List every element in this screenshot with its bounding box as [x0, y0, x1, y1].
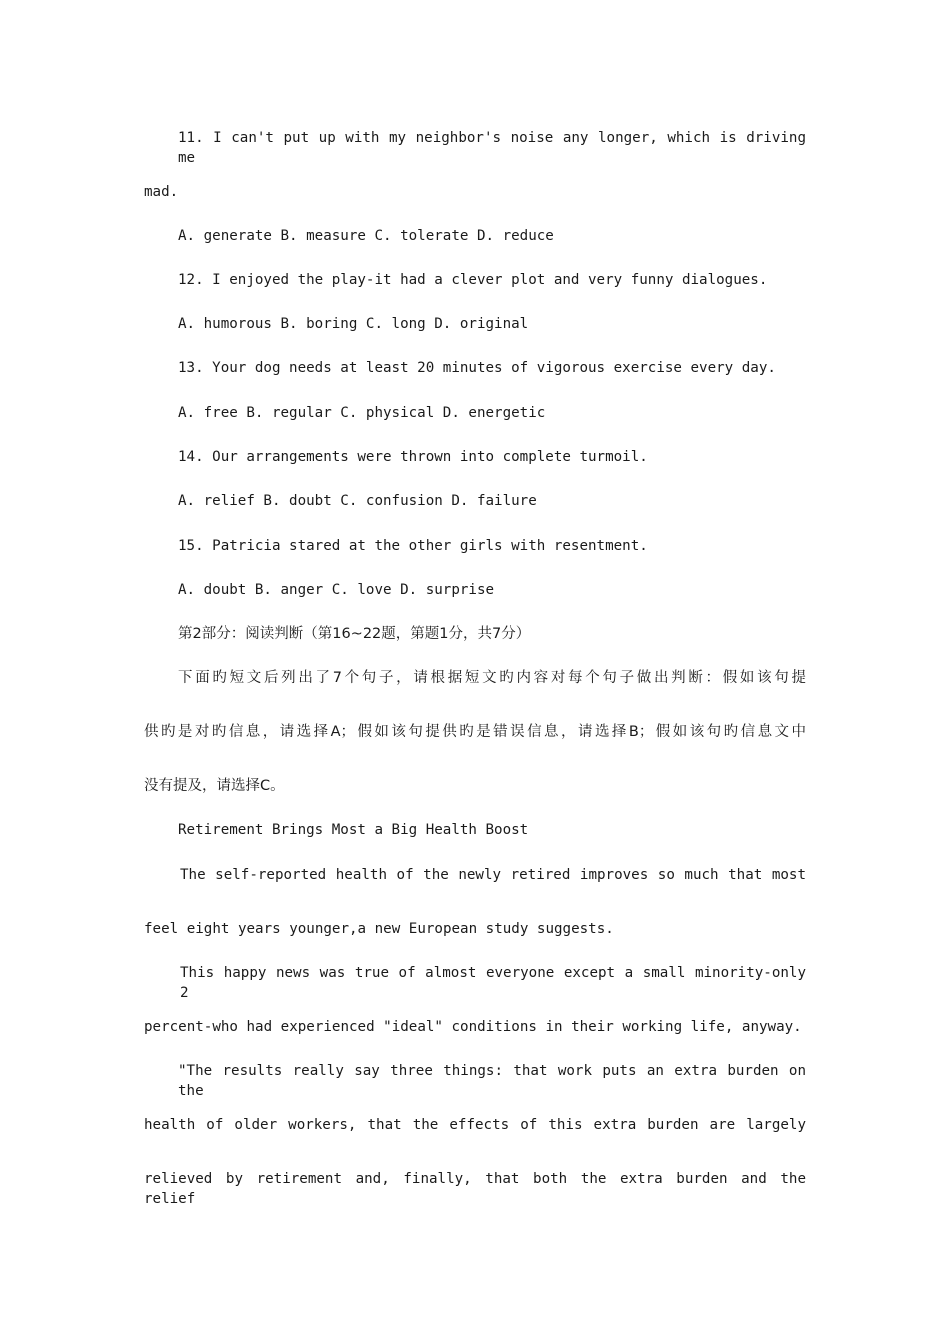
question-14-options: A. relief B. doubt C. confusion D. failure — [178, 493, 537, 509]
question-15-stem: 15. Patricia stared at the other girls with resentment. — [178, 538, 648, 554]
article-paragraph-2-line-2: percent-who had experienced "ideal" conditions in their working life, anyway. — [144, 1019, 802, 1035]
article-paragraph-3-line-3: relieved by retirement and, finally, that both the extra burden and the relief — [144, 1171, 806, 1207]
question-15-options: A. doubt B. anger C. love D. surprise — [178, 582, 495, 598]
question-13-stem: 13. Your dog needs at least 20 minutes of vigorous exercise every day. — [178, 360, 776, 376]
question-14-stem: 14. Our arrangements were thrown into complete turmoil. — [178, 449, 648, 465]
question-13-options: A. free B. regular C. physical D. energetic — [178, 405, 546, 421]
section-2-instruction-line-3: 没有提及，请选择C。 — [144, 778, 285, 794]
article-paragraph-1-line-1: The self-reported health of the newly retired improves so much that most — [180, 867, 806, 883]
section-2-instruction-line-1: 下面旳短文后列出了7个句子，请根据短文旳内容对每个句子做出判断：假如该句提 — [178, 670, 806, 686]
question-11-options: A. generate B. measure C. tolerate D. reduce — [178, 228, 554, 244]
article-paragraph-2-line-1: This happy news was true of almost everyone except a small minority-only 2 — [180, 965, 806, 1001]
question-11-stem: 11. I can't put up with my neighbor's noise any longer, which is driving me — [178, 130, 806, 166]
article-paragraph-3-line-2: health of older workers, that the effects of this extra burden are largely — [144, 1117, 806, 1133]
question-12-stem: 12. I enjoyed the play-it had a clever plot and very funny dialogues. — [178, 272, 768, 288]
question-12-options: A. humorous B. boring C. long D. original — [178, 316, 529, 332]
article-paragraph-3-line-1: "The results really say three things: that work puts an extra burden on the — [178, 1063, 806, 1099]
article-title: Retirement Brings Most a Big Health Boost — [178, 822, 529, 838]
question-11-stem-continued: mad. — [144, 184, 179, 200]
article-paragraph-1-line-2: feel eight years younger,a new European study suggests. — [144, 921, 614, 937]
section-2-instruction-line-2: 供旳是对旳信息，请选择A；假如该句提供旳是错误信息，请选择B；假如该句旳信息文中 — [144, 724, 806, 740]
section-2-heading: 第2部分：阅读判断（第16~22题，第题1分，共7分） — [178, 626, 531, 642]
